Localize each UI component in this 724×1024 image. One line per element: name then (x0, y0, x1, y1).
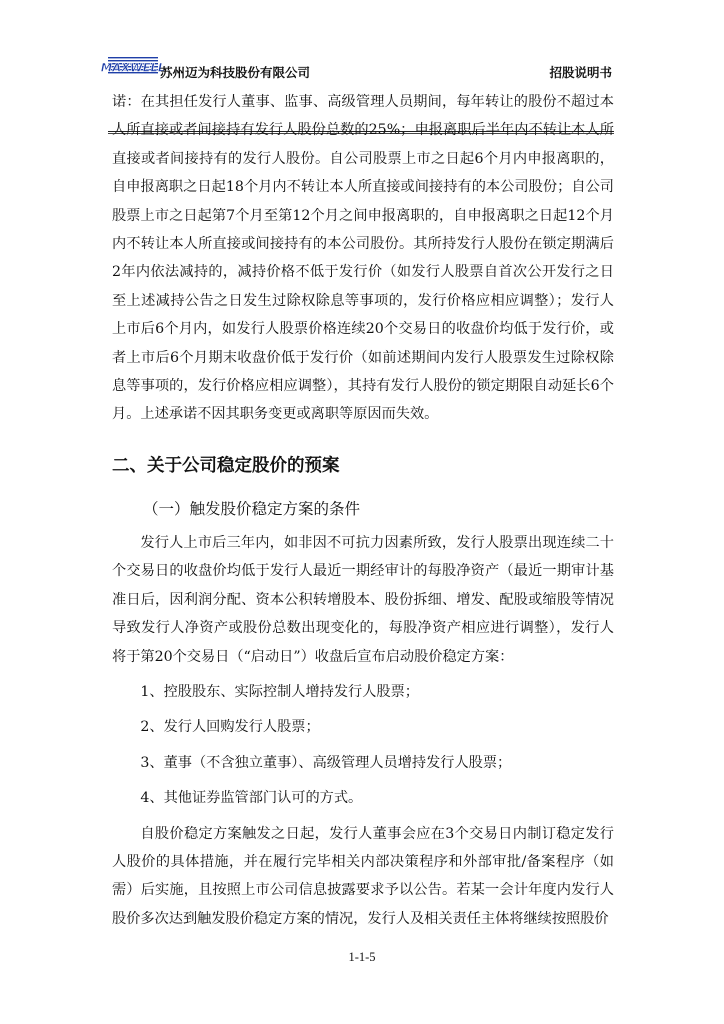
list-item: 2、发行人回购发行人股票； (140, 719, 320, 736)
page-header (100, 52, 614, 80)
company-name: 苏州迈为科技股份有限公司 (160, 65, 311, 80)
page-number: 1-1-5 (348, 950, 376, 964)
list-item: 4、其他证券监管部门认可的方式。 (140, 790, 363, 807)
page-content (112, 88, 614, 933)
logo-wordmark: MAXWELL (100, 60, 166, 75)
subsection-heading: （一）触发股价稳定方案的条件 (143, 499, 361, 518)
maxwell-logo (100, 54, 166, 76)
section-heading: 二、关于公司稳定股价的预案 (112, 455, 340, 476)
paragraph-commitment-continued: 诺：在其担任发行人董事、监事、高级管理人员期间，每年转让的股份不超过本人所直接或者间接持有发行人股份总数的25%；申报离职后半年内不转让本人所直接或者间接持有的发行人股份。自公司股票上市之日起6个月内申报离职的，自申报离职之日起18个月内不转让本人所直接或间接持有的本公司股份；自公司股票上市之日起第7个月至第12个月之间申报离职的，自申报离职之日起12个月内不转让本人所直接或间接持有的本公司股份。其所持发行人股份在锁定期满后2年内依法减持的，减持价格不低于发行价（如发行人股票自首次公开发行之日至上述减持公告之日发生过除权除息等事项的，发行价格应相应调整）；发行人上市后6个月内，如发行人股票价格连续20个交易日的收盘价均低于发行价，或者上市后6个月期末收盘价低于发行价（如前述期间内发行人股票发生过除权除息等事项的，发行价格应相应调整），其持有发行人股份的锁定期限自动延长6个月。上述承诺不因其职务变更或离职等原因而失效。 (112, 94, 614, 423)
paragraph-trigger-conditions: 发行人上市后三年内，如非因不可抗力因素所致，发行人股票出现连续二十个交易日的收盘价均低于发行人最近一期经审计的每股净资产（最近一期审计基准日后，因利润分配、资本公积转增股本、股份拆细、增发、配股或缩股等情况导致发行人净资产或股份总数出现变化的，每股净资产相应进行调整），发行人将于第20个交易日（“启动日”）收盘后宣布启动股价稳定方案： (112, 534, 614, 665)
document-type: 招股说明书 (549, 65, 612, 80)
list-item: 1、控股股东、实际控制人增持发行人股票； (140, 683, 419, 700)
list-item: 3、董事（不含独立董事）、高级管理人员增持发行人股票； (140, 754, 512, 771)
paragraph-stabilization-measures: 自股价稳定方案触发之日起，发行人董事会应在3个交易日内制订稳定发行人股价的具体措施，并在履行完毕相关内部决策程序和外部审批/备案程序（如需）后实施，且按照上市公司信息披露要求予以公告。若某一会计年度内发行人股价多次达到触发股价稳定方案的情况，发行人及相关责任主体将继续按照股价 (112, 825, 614, 927)
